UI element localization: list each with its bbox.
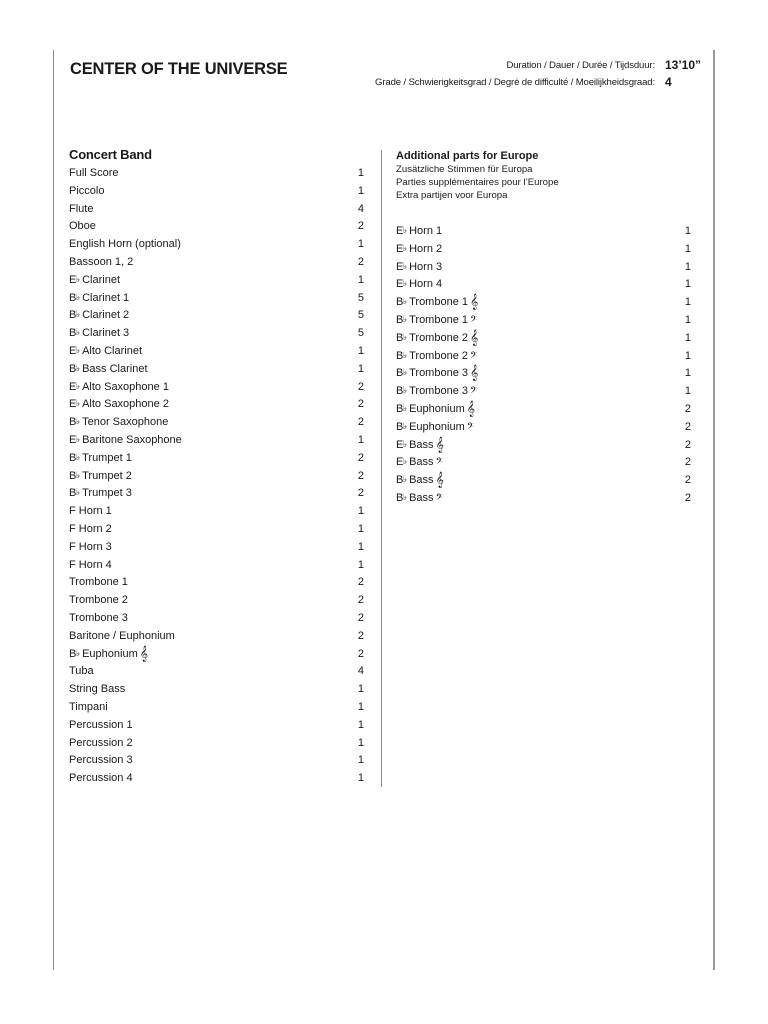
part-label: F Horn 2 bbox=[69, 522, 112, 535]
part-count: 2 bbox=[357, 380, 364, 393]
part-label: Percussion 4 bbox=[69, 772, 133, 785]
part-name bbox=[69, 255, 133, 270]
part-count: 1 bbox=[357, 772, 364, 785]
grade-label: Grade / Schwierigkeitsgrad / Degré de difficulté / Moeilijkheidsgraad: bbox=[375, 77, 655, 88]
part-name bbox=[69, 486, 132, 501]
part-key-letter: B bbox=[396, 367, 404, 380]
part-name bbox=[69, 611, 128, 626]
part-count: 1 bbox=[684, 278, 691, 291]
part-label: Horn 4 bbox=[409, 278, 443, 291]
part-name bbox=[69, 469, 132, 484]
flat-icon: ♭ bbox=[402, 474, 408, 485]
part-count: 2 bbox=[357, 647, 364, 660]
treble-clef-icon: 𝄞 bbox=[435, 472, 444, 489]
part-count: 1 bbox=[684, 225, 691, 237]
duration-label: Duration / Dauer / Durée / Tijdsduur: bbox=[506, 60, 655, 71]
part-name bbox=[69, 771, 133, 786]
part-key-letter: B bbox=[69, 647, 77, 660]
part-row bbox=[69, 237, 364, 255]
part-row bbox=[69, 291, 364, 309]
part-key-letter: B bbox=[69, 362, 77, 375]
part-key-letter: B bbox=[396, 296, 404, 309]
part-label: Clarinet 2 bbox=[82, 309, 130, 322]
part-count: 1 bbox=[357, 558, 364, 571]
flat-icon: ♭ bbox=[402, 331, 408, 342]
part-row bbox=[69, 397, 364, 415]
part-label: Trumpet 2 bbox=[82, 469, 132, 482]
part-row bbox=[69, 593, 364, 611]
flat-icon: ♭ bbox=[402, 420, 408, 431]
flat-icon: ♭ bbox=[75, 416, 81, 427]
part-name bbox=[69, 308, 129, 323]
part-label: Trombone 1 bbox=[409, 296, 468, 309]
part-count: 2 bbox=[357, 469, 364, 482]
part-name bbox=[396, 455, 443, 470]
treble-clef-icon: 𝄞 bbox=[470, 294, 479, 311]
flat-icon: ♭ bbox=[402, 491, 408, 502]
part-row bbox=[69, 184, 364, 202]
part-name bbox=[69, 362, 148, 377]
part-name bbox=[69, 558, 112, 573]
part-name bbox=[396, 242, 442, 257]
part-key-letter: B bbox=[396, 474, 404, 487]
part-row bbox=[396, 455, 691, 473]
part-count: 1 bbox=[357, 238, 364, 251]
part-row bbox=[69, 753, 364, 771]
part-row bbox=[69, 771, 364, 789]
part-label: Tuba bbox=[69, 665, 94, 678]
part-label: Bass bbox=[409, 491, 434, 504]
part-count: 1 bbox=[357, 167, 364, 179]
part-name bbox=[396, 349, 477, 364]
part-label: Percussion 2 bbox=[69, 736, 133, 749]
part-count: 2 bbox=[357, 416, 364, 429]
part-count: 2 bbox=[357, 576, 364, 589]
part-label: Tenor Saxophone bbox=[82, 416, 169, 429]
part-name bbox=[69, 237, 181, 252]
part-label: English Horn (optional) bbox=[69, 238, 181, 251]
part-row bbox=[69, 647, 364, 665]
part-label: Trombone 3 bbox=[409, 385, 468, 398]
part-label: Trumpet 1 bbox=[82, 451, 132, 464]
part-name bbox=[396, 331, 478, 346]
part-label: Clarinet bbox=[82, 273, 120, 286]
part-key-letter: B bbox=[396, 402, 404, 415]
part-row bbox=[396, 331, 691, 349]
part-label: F Horn 1 bbox=[69, 505, 112, 518]
part-count: 1 bbox=[357, 344, 364, 357]
part-key-letter: B bbox=[69, 469, 77, 482]
part-key-letter: E bbox=[396, 438, 404, 451]
part-key-letter: E bbox=[396, 456, 404, 469]
part-label: Euphonium bbox=[82, 647, 138, 660]
part-key-letter: E bbox=[69, 433, 77, 446]
part-name bbox=[396, 313, 477, 328]
part-row bbox=[69, 522, 364, 540]
flat-icon: ♭ bbox=[75, 451, 81, 462]
part-name bbox=[69, 700, 108, 715]
part-row bbox=[69, 273, 364, 291]
part-row bbox=[69, 202, 364, 220]
part-count: 5 bbox=[357, 291, 364, 304]
part-key-letter: B bbox=[69, 416, 77, 429]
part-row bbox=[396, 473, 691, 491]
part-name bbox=[69, 664, 94, 679]
part-count: 2 bbox=[357, 220, 364, 233]
part-count: 1 bbox=[357, 362, 364, 375]
part-row bbox=[69, 682, 364, 700]
part-count: 2 bbox=[684, 474, 691, 487]
part-count: 5 bbox=[357, 327, 364, 340]
part-label: Horn 1 bbox=[409, 225, 443, 237]
part-label: Baritone Saxophone bbox=[82, 433, 182, 446]
part-label: Trombone 1 bbox=[69, 576, 128, 589]
part-name bbox=[69, 166, 119, 181]
part-row bbox=[69, 362, 364, 380]
part-name bbox=[69, 522, 112, 537]
part-row bbox=[69, 380, 364, 398]
part-label: Full Score bbox=[69, 167, 119, 179]
part-row bbox=[69, 451, 364, 469]
part-row bbox=[69, 575, 364, 593]
part-key-letter: B bbox=[396, 491, 404, 504]
part-count: 1 bbox=[357, 683, 364, 696]
part-label: Percussion 1 bbox=[69, 718, 133, 731]
part-count: 2 bbox=[684, 491, 691, 504]
flat-icon: ♭ bbox=[75, 469, 81, 480]
part-row bbox=[69, 540, 364, 558]
europe-heading: Additional parts for Europe bbox=[396, 150, 539, 162]
part-key-letter: B bbox=[396, 420, 404, 433]
part-count: 2 bbox=[357, 611, 364, 624]
part-label: Baritone / Euphonium bbox=[69, 629, 175, 642]
part-name bbox=[396, 420, 474, 435]
part-label: Horn 3 bbox=[409, 260, 443, 273]
part-label: Euphonium bbox=[409, 420, 465, 433]
part-row bbox=[69, 326, 364, 344]
part-label: F Horn 4 bbox=[69, 558, 112, 571]
part-count: 5 bbox=[357, 309, 364, 322]
page-border-right bbox=[713, 50, 715, 970]
part-key-letter: B bbox=[396, 385, 404, 398]
part-key-letter: E bbox=[396, 278, 404, 291]
part-key-letter: E bbox=[69, 380, 77, 393]
flat-icon: ♭ bbox=[75, 487, 81, 498]
part-count: 2 bbox=[357, 629, 364, 642]
part-label: Clarinet 3 bbox=[82, 327, 130, 340]
part-row bbox=[396, 224, 691, 242]
flat-icon: ♭ bbox=[402, 242, 408, 253]
part-count: 1 bbox=[684, 331, 691, 344]
part-row bbox=[396, 295, 691, 313]
part-name bbox=[69, 682, 125, 697]
part-key-letter: B bbox=[69, 451, 77, 464]
part-name bbox=[69, 433, 182, 448]
flat-icon: ♭ bbox=[75, 433, 81, 444]
part-row bbox=[396, 491, 691, 509]
part-row bbox=[396, 366, 691, 384]
grade-value: 4 bbox=[665, 75, 672, 89]
part-row bbox=[396, 384, 691, 402]
page-border-left bbox=[53, 50, 54, 970]
europe-subheading-nl: Extra partijen voor Europa bbox=[396, 190, 508, 201]
part-label: Bassoon 1, 2 bbox=[69, 255, 134, 268]
flat-icon: ♭ bbox=[75, 273, 81, 284]
part-name bbox=[69, 344, 142, 359]
flat-icon: ♭ bbox=[402, 402, 408, 413]
treble-clef-icon: 𝄞 bbox=[470, 329, 479, 346]
part-row bbox=[396, 313, 691, 331]
part-name bbox=[69, 753, 133, 768]
part-row bbox=[396, 420, 691, 438]
bass-clef-icon: 𝄢 bbox=[466, 420, 474, 434]
part-row bbox=[69, 629, 364, 647]
europe-heading-block bbox=[396, 150, 696, 202]
part-row bbox=[69, 255, 364, 273]
treble-clef-icon: 𝄞 bbox=[435, 436, 444, 453]
part-name bbox=[69, 184, 104, 199]
part-label: Trombone 2 bbox=[69, 594, 128, 607]
part-count: 4 bbox=[357, 665, 364, 678]
europe-subheading-fr: Parties supplémentaires pour l’Europe bbox=[396, 177, 559, 188]
part-row bbox=[69, 433, 364, 451]
part-count: 2 bbox=[357, 487, 364, 500]
part-row bbox=[69, 166, 364, 184]
part-name bbox=[396, 384, 477, 399]
part-row bbox=[396, 277, 691, 295]
part-name bbox=[396, 473, 444, 488]
part-label: F Horn 3 bbox=[69, 540, 112, 553]
flat-icon: ♭ bbox=[75, 327, 81, 338]
part-label: Trombone 3 bbox=[409, 367, 468, 380]
flat-icon: ♭ bbox=[402, 225, 408, 235]
part-name bbox=[396, 438, 444, 453]
flat-icon: ♭ bbox=[75, 398, 81, 409]
flat-icon: ♭ bbox=[75, 291, 81, 302]
part-count: 1 bbox=[357, 540, 364, 553]
part-name bbox=[69, 219, 96, 234]
part-key-letter: B bbox=[69, 327, 77, 340]
flat-icon: ♭ bbox=[402, 385, 408, 396]
part-name bbox=[69, 647, 148, 662]
part-row bbox=[396, 242, 691, 260]
flat-icon: ♭ bbox=[75, 647, 81, 658]
part-count: 2 bbox=[684, 420, 691, 433]
part-name bbox=[396, 295, 478, 310]
part-count: 1 bbox=[684, 349, 691, 362]
concert-band-heading: Concert Band bbox=[69, 147, 152, 162]
part-row bbox=[69, 664, 364, 682]
part-row bbox=[69, 558, 364, 576]
bass-clef-icon: 𝄢 bbox=[470, 349, 478, 363]
flat-icon: ♭ bbox=[75, 362, 81, 373]
part-name bbox=[69, 718, 133, 733]
part-label: Bass bbox=[409, 438, 434, 451]
part-label: Trombone 2 bbox=[409, 349, 468, 362]
part-name bbox=[69, 629, 175, 644]
part-count: 1 bbox=[357, 754, 364, 767]
flat-icon: ♭ bbox=[402, 313, 408, 324]
flat-icon: ♭ bbox=[402, 349, 408, 360]
part-key-letter: E bbox=[69, 398, 77, 411]
part-label: Trumpet 3 bbox=[82, 487, 132, 500]
part-label: Percussion 3 bbox=[69, 754, 133, 767]
part-label: Alto Saxophone 2 bbox=[82, 398, 169, 411]
part-name bbox=[69, 736, 133, 751]
part-row bbox=[69, 504, 364, 522]
part-name bbox=[396, 260, 442, 275]
part-count: 2 bbox=[357, 255, 364, 268]
part-key-letter: E bbox=[69, 273, 77, 286]
part-row bbox=[69, 736, 364, 754]
part-label: Trombone 2 bbox=[409, 331, 468, 344]
part-count: 1 bbox=[684, 367, 691, 380]
part-name bbox=[69, 415, 168, 430]
part-name bbox=[396, 402, 475, 417]
europe-subheading-de: Zusätzliche Stimmen für Europa bbox=[396, 164, 533, 175]
part-row bbox=[396, 438, 691, 456]
part-label: Timpani bbox=[69, 700, 108, 713]
part-key-letter: B bbox=[396, 349, 404, 362]
part-row bbox=[396, 349, 691, 367]
part-count: 2 bbox=[357, 398, 364, 411]
part-row bbox=[69, 469, 364, 487]
flat-icon: ♭ bbox=[402, 296, 408, 307]
part-row bbox=[69, 219, 364, 237]
part-label: Bass bbox=[409, 456, 434, 469]
part-count: 2 bbox=[357, 451, 364, 464]
piece-title: CENTER OF THE UNIVERSE bbox=[70, 60, 288, 78]
part-name bbox=[396, 277, 442, 292]
part-count: 1 bbox=[357, 505, 364, 518]
part-label: Alto Clarinet bbox=[82, 344, 143, 357]
duration-value: 13’10” bbox=[665, 58, 702, 72]
part-name bbox=[69, 593, 128, 608]
part-count: 1 bbox=[357, 736, 364, 749]
part-label: Clarinet 1 bbox=[82, 291, 130, 304]
part-name bbox=[69, 380, 169, 395]
part-label: String Bass bbox=[69, 683, 126, 696]
flat-icon: ♭ bbox=[75, 309, 81, 320]
part-count: 1 bbox=[684, 385, 691, 398]
part-label: Alto Saxophone 1 bbox=[82, 380, 169, 393]
column-divider bbox=[381, 150, 382, 787]
treble-clef-icon: 𝄞 bbox=[139, 645, 149, 662]
bass-clef-icon: 𝄢 bbox=[435, 456, 443, 470]
part-count: 2 bbox=[684, 402, 691, 415]
flat-icon: ♭ bbox=[75, 344, 81, 355]
part-name bbox=[69, 273, 120, 288]
part-count: 1 bbox=[357, 700, 364, 713]
flat-icon: ♭ bbox=[402, 367, 408, 378]
part-label: Flute bbox=[69, 202, 94, 215]
part-count: 1 bbox=[357, 522, 364, 535]
part-name bbox=[69, 202, 93, 217]
part-name bbox=[69, 575, 128, 590]
part-row bbox=[69, 415, 364, 433]
part-name bbox=[396, 224, 442, 239]
part-name bbox=[69, 397, 169, 412]
part-label: Euphonium bbox=[409, 402, 465, 415]
part-key-letter: B bbox=[69, 291, 77, 304]
part-label: Bass bbox=[409, 474, 434, 487]
part-row bbox=[69, 308, 364, 326]
flat-icon: ♭ bbox=[402, 438, 408, 449]
part-name bbox=[69, 326, 129, 341]
part-key-letter: B bbox=[396, 313, 404, 326]
part-count: 1 bbox=[684, 242, 691, 255]
part-count: 2 bbox=[684, 456, 691, 469]
part-name bbox=[69, 504, 112, 519]
part-key-letter: E bbox=[396, 260, 404, 273]
part-count: 1 bbox=[684, 313, 691, 326]
part-name bbox=[69, 291, 129, 306]
part-label: Horn 2 bbox=[409, 242, 443, 255]
part-label: Oboe bbox=[69, 220, 96, 233]
flat-icon: ♭ bbox=[402, 278, 408, 289]
bass-clef-icon: 𝄢 bbox=[470, 313, 478, 327]
part-key-letter: B bbox=[69, 487, 77, 500]
flat-icon: ♭ bbox=[75, 380, 81, 391]
part-count: 1 bbox=[684, 296, 691, 309]
part-key-letter: E bbox=[396, 242, 404, 255]
treble-clef-icon: 𝄞 bbox=[466, 400, 476, 417]
part-count: 2 bbox=[684, 438, 691, 451]
part-key-letter: B bbox=[396, 331, 404, 344]
concert-band-parts-list bbox=[69, 166, 364, 789]
part-name bbox=[396, 366, 478, 381]
part-label: Bass Clarinet bbox=[82, 362, 148, 375]
part-row bbox=[69, 718, 364, 736]
flat-icon: ♭ bbox=[402, 456, 408, 467]
part-key-letter: E bbox=[396, 225, 404, 237]
part-name bbox=[69, 451, 132, 466]
bass-clef-icon: 𝄢 bbox=[435, 491, 443, 505]
part-row bbox=[69, 486, 364, 504]
bass-clef-icon: 𝄢 bbox=[470, 385, 478, 399]
part-count: 1 bbox=[357, 433, 364, 446]
part-row bbox=[69, 611, 364, 629]
part-key-letter: B bbox=[69, 309, 77, 322]
part-count: 1 bbox=[357, 718, 364, 731]
part-name bbox=[69, 540, 112, 555]
part-count: 1 bbox=[357, 184, 364, 197]
part-row bbox=[69, 700, 364, 718]
part-count: 1 bbox=[357, 273, 364, 286]
part-count: 1 bbox=[684, 260, 691, 273]
part-label: Trombone 1 bbox=[409, 313, 468, 326]
europe-parts-list bbox=[396, 224, 691, 509]
treble-clef-icon: 𝄞 bbox=[470, 365, 479, 382]
part-row bbox=[396, 260, 691, 278]
part-count: 2 bbox=[357, 594, 364, 607]
part-key-letter: E bbox=[69, 344, 77, 357]
part-count: 4 bbox=[357, 202, 364, 215]
part-row bbox=[69, 344, 364, 362]
flat-icon: ♭ bbox=[402, 260, 408, 271]
part-label: Trombone 3 bbox=[69, 611, 128, 624]
part-row bbox=[396, 402, 691, 420]
part-label: Piccolo bbox=[69, 184, 105, 197]
part-name bbox=[396, 491, 443, 506]
